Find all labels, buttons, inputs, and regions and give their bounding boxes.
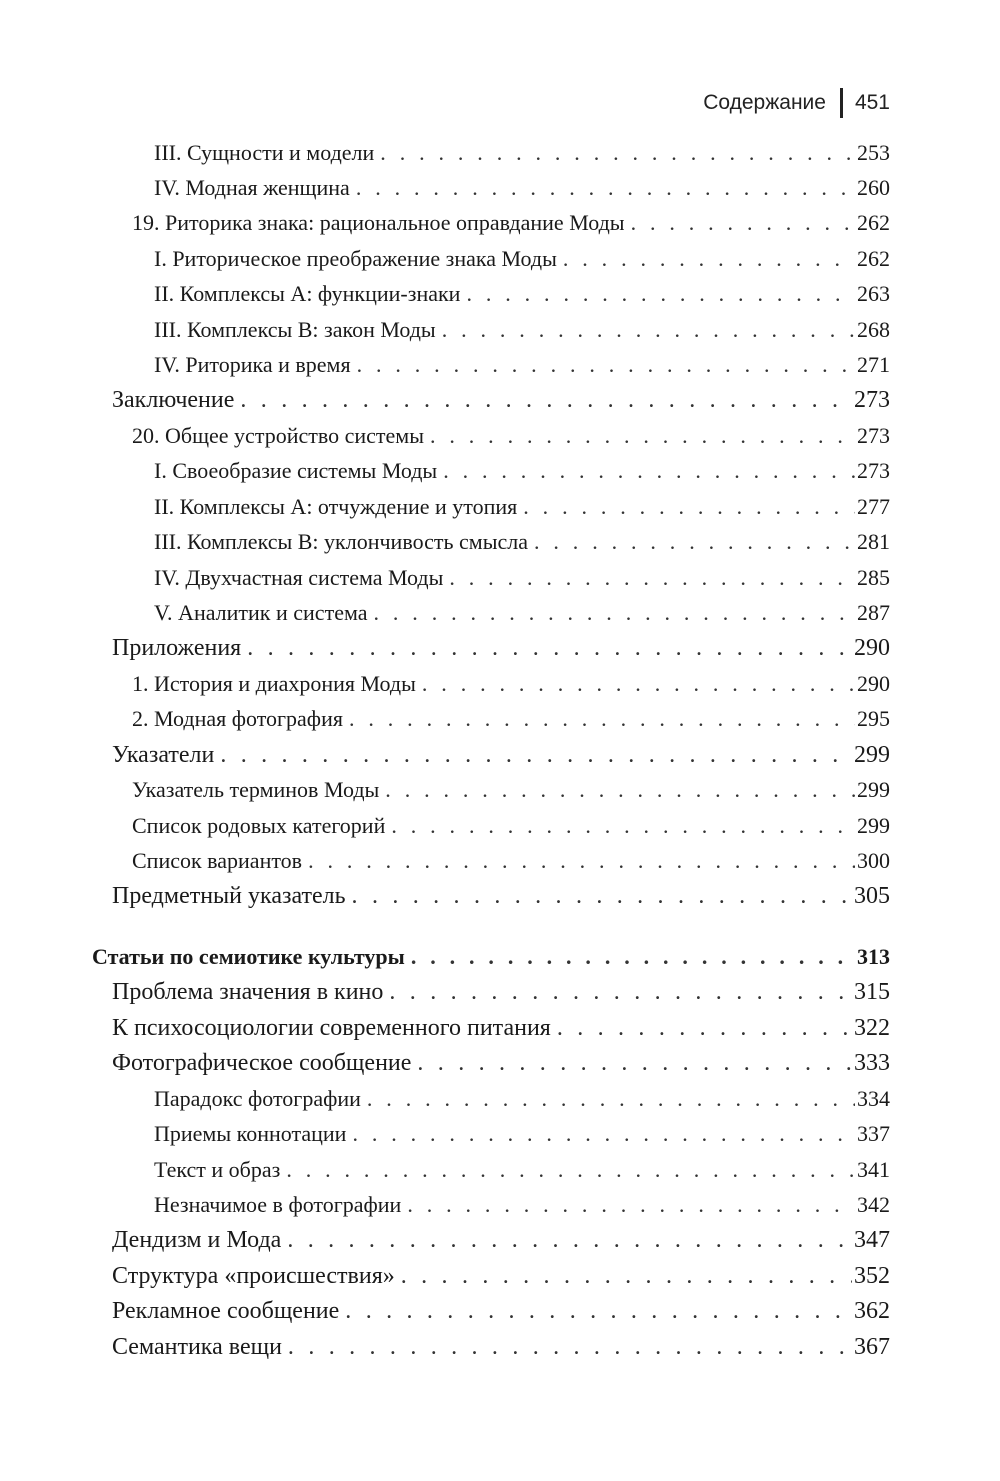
toc-entry-title: IV. Риторика и время (154, 352, 351, 377)
dot-leader (557, 1013, 852, 1043)
toc-entry[interactable] (154, 1119, 890, 1149)
toc-entry-title: Фотографическое сообщение (112, 1050, 412, 1076)
toc-entry-page: 313 (857, 944, 890, 969)
dot-leader (240, 385, 852, 415)
dot-leader (367, 1084, 855, 1114)
toc-entry-page: 262 (857, 210, 890, 235)
toc-entry-title: Незначимое в фотографии (154, 1192, 402, 1217)
dot-leader (443, 456, 855, 486)
toc-entry[interactable] (132, 846, 890, 876)
dot-leader (534, 527, 855, 557)
toc-entry[interactable] (154, 1084, 890, 1114)
dot-leader (430, 421, 855, 451)
toc-entry-page: 260 (857, 175, 890, 200)
toc-entry-title: Указатели (112, 742, 215, 768)
dot-leader (411, 942, 855, 972)
toc-entry-page: 299 (857, 777, 890, 802)
dot-leader (349, 704, 855, 734)
toc-entry-page: 305 (854, 883, 890, 909)
toc-entry-title: V. Аналитик и система (154, 600, 368, 625)
toc-entry[interactable] (112, 1296, 890, 1326)
toc-entry[interactable] (112, 1261, 890, 1291)
toc-entry-page: 273 (857, 423, 890, 448)
dot-leader (385, 775, 855, 805)
dot-leader (442, 315, 855, 345)
toc-entry-page: 273 (854, 387, 890, 413)
toc-entry-page: 347 (854, 1227, 890, 1253)
toc-entry[interactable] (112, 881, 890, 911)
toc-entry[interactable] (154, 456, 890, 486)
toc-entry-title: IV. Модная женщина (154, 175, 350, 200)
toc-entry-title: IV. Двухчастная система Моды (154, 565, 444, 590)
header-divider (840, 88, 843, 118)
running-head (703, 86, 890, 120)
toc-entry[interactable] (112, 740, 890, 770)
dot-leader (308, 846, 855, 876)
toc-entry[interactable] (154, 492, 890, 522)
toc-entry-title: 19. Риторика знака: рациональное оправдание Моды (132, 210, 625, 235)
toc-entry-page: 315 (854, 979, 890, 1005)
toc-entry[interactable] (154, 527, 890, 557)
toc-entry-title: Приложения (112, 635, 242, 661)
toc-entry-page: 362 (854, 1298, 890, 1324)
toc-entry-title: 2. Модная фотография (132, 706, 343, 731)
toc-entry-page: 352 (854, 1263, 890, 1289)
dot-leader (401, 1261, 852, 1291)
toc-entry[interactable] (112, 977, 890, 1007)
toc-entry[interactable] (132, 669, 890, 699)
toc-entry-title: Дендизм и Мода (112, 1227, 282, 1253)
dot-leader (417, 1048, 852, 1078)
page-number: 451 (854, 91, 890, 114)
toc-entry-title: Проблема значения в кино (112, 979, 384, 1005)
toc-entry[interactable] (154, 138, 890, 168)
toc-entry-title: I. Своеобразие системы Моды (154, 458, 438, 483)
dot-leader (407, 1190, 855, 1220)
toc-entry-page: 268 (857, 317, 890, 342)
dot-leader (466, 279, 855, 309)
toc-entry-title: Статьи по семиотике культуры (92, 944, 405, 969)
toc-entry[interactable] (132, 208, 890, 238)
toc-entry[interactable] (154, 1190, 890, 1220)
toc-entry[interactable] (154, 315, 890, 345)
toc-entry-title: II. Комплексы A: отчуждение и утопия (154, 494, 518, 519)
toc-entry[interactable] (112, 633, 890, 663)
dot-leader (247, 633, 852, 663)
toc-entry-title: III. Комплексы B: закон Моды (154, 317, 436, 342)
toc-entry-title: I. Риторическое преображение знака Моды (154, 246, 557, 271)
dot-leader (356, 173, 855, 203)
toc-entry-page: 273 (857, 458, 890, 483)
toc-entry-title: Список вариантов (132, 848, 303, 873)
dot-leader (374, 598, 856, 628)
toc-entry[interactable] (154, 563, 890, 593)
toc-entry[interactable] (112, 1013, 890, 1043)
toc-entry[interactable] (132, 775, 890, 805)
toc-entry-title: II. Комплексы A: функции-знаки (154, 281, 461, 306)
toc-entry-title: Рекламное сообщение (112, 1298, 340, 1324)
toc-entry-title: Предметный указатель (112, 883, 346, 909)
toc-entry-page: 322 (854, 1015, 890, 1041)
toc-entry-page: 295 (857, 706, 890, 731)
section-title: Содержание (703, 91, 826, 114)
dot-leader (345, 1296, 852, 1326)
dot-leader (352, 1119, 855, 1149)
toc-entry-page: 337 (857, 1121, 890, 1146)
toc-entry-page: 334 (857, 1086, 890, 1111)
toc-entry[interactable] (154, 1155, 890, 1185)
toc-entry-title: Указатель терминов Моды (132, 777, 380, 802)
toc-entry[interactable] (154, 244, 890, 274)
toc-entry[interactable] (154, 173, 890, 203)
toc-entry[interactable] (112, 385, 890, 415)
toc-entry-title: Текст и образ (154, 1157, 281, 1182)
toc-entry-page: 342 (857, 1192, 890, 1217)
toc-entry-page: 281 (857, 529, 890, 554)
toc-entry[interactable] (112, 1048, 890, 1078)
dot-leader (287, 1225, 852, 1255)
dot-leader (563, 244, 855, 274)
dot-leader (422, 669, 855, 699)
toc-entry-page: 290 (857, 671, 890, 696)
toc-entry-page: 285 (857, 565, 890, 590)
toc-entry-title: Список родовых категорий (132, 813, 386, 838)
dot-leader (288, 1332, 852, 1362)
toc-entry[interactable] (132, 421, 890, 451)
toc-entry-title: Семантика вещи (112, 1334, 282, 1360)
toc-entry[interactable] (154, 598, 890, 628)
dot-leader (380, 138, 855, 168)
dot-leader (391, 811, 855, 841)
dot-leader (523, 492, 855, 522)
toc-entry[interactable] (154, 279, 890, 309)
toc-entry[interactable] (112, 1225, 890, 1255)
toc-entry-title: К психосоциологии современного питания (112, 1015, 551, 1041)
toc-entry-title: III. Сущности и модели (154, 140, 375, 165)
toc-entry-page: 287 (857, 600, 890, 625)
toc-entry-page: 367 (854, 1334, 890, 1360)
toc-entry-title: 20. Общее устройство системы (132, 423, 424, 448)
toc-entry[interactable] (154, 350, 890, 380)
toc-entry-page: 253 (857, 140, 890, 165)
dot-leader (631, 208, 855, 238)
toc-entry-page: 271 (857, 352, 890, 377)
toc-entry-page: 263 (857, 281, 890, 306)
toc-entry-title: Структура «происшествия» (112, 1263, 395, 1289)
toc-entry-page: 300 (857, 848, 890, 873)
toc-entry-title: 1. История и диахрония Моды (132, 671, 416, 696)
toc-entry[interactable] (92, 942, 890, 972)
toc-entry-title: Приемы коннотации (154, 1121, 347, 1146)
toc-entry-title: Заключение (112, 387, 235, 413)
dot-leader (389, 977, 852, 1007)
toc-entry-title: Парадокс фотографии (154, 1086, 361, 1111)
dot-leader (449, 563, 855, 593)
toc-entry-page: 290 (854, 635, 890, 661)
toc-entry[interactable] (132, 811, 890, 841)
toc-entry-page: 341 (857, 1157, 890, 1182)
toc-entry-page: 333 (854, 1050, 890, 1076)
dot-leader (286, 1155, 855, 1185)
toc-entry[interactable] (132, 704, 890, 734)
dot-leader (352, 881, 852, 911)
toc-entry-page: 262 (857, 246, 890, 271)
dot-leader (357, 350, 855, 380)
toc-entry-page: 299 (854, 742, 890, 768)
toc-entry[interactable] (112, 1332, 890, 1362)
toc-entry-page: 299 (857, 813, 890, 838)
dot-leader (220, 740, 852, 770)
toc-entry-title: III. Комплексы B: уклончивость смысла (154, 529, 528, 554)
toc-entry-page: 277 (857, 494, 890, 519)
